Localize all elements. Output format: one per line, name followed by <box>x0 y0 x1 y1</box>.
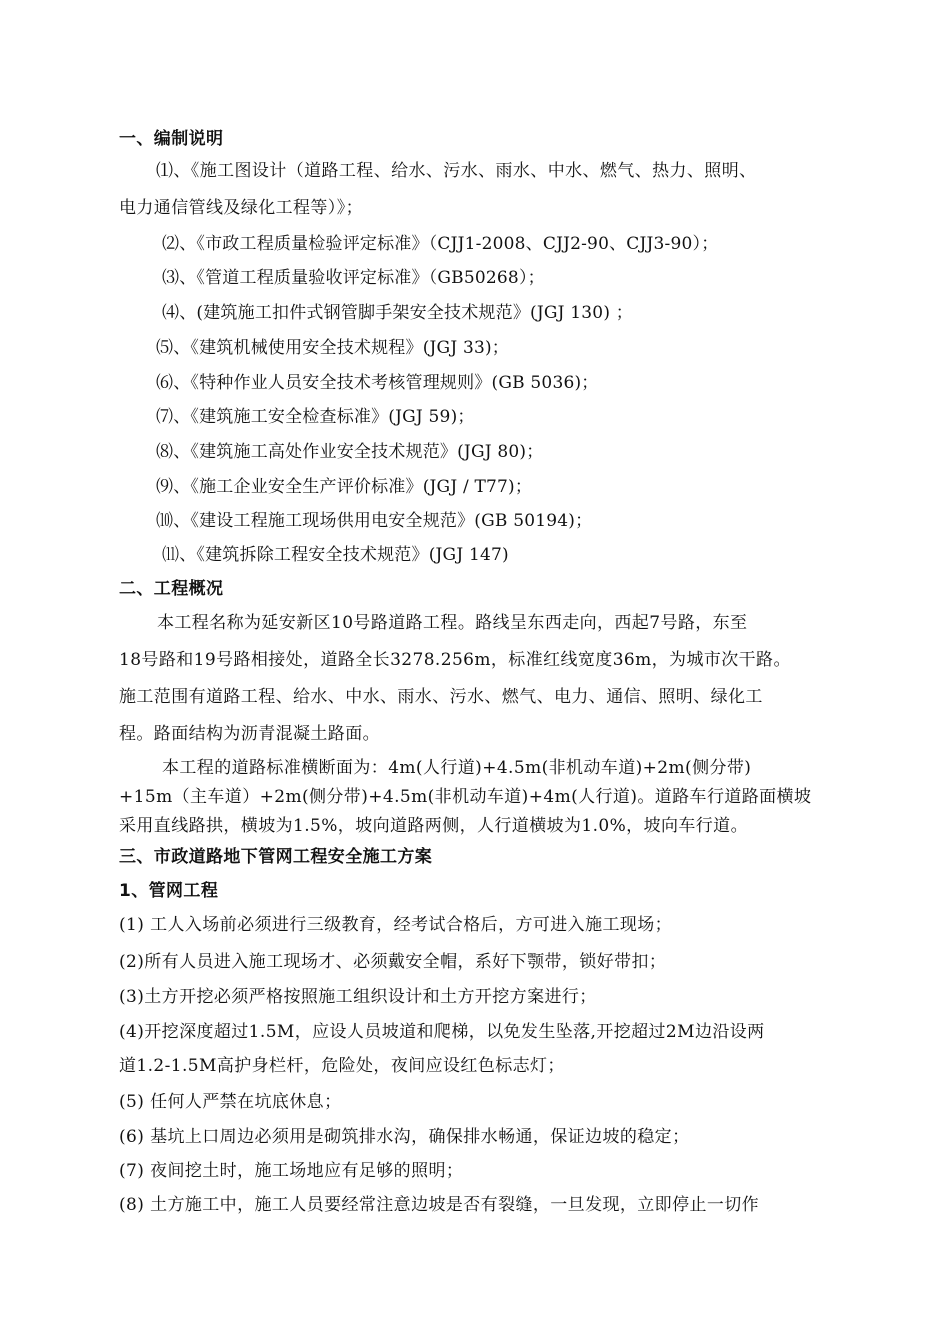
reference-item-3: ⑶、《管道工程质量验收评定标准》（GB50268）； <box>162 268 545 288</box>
reference-item-10: ⑽、《建设工程施工现场供用电安全规范》(GB 50194)； <box>156 511 593 531</box>
section-heading-1: 一、编制说明 <box>119 129 224 149</box>
safety-item-4-cont: 道1.2-1.5M高护身栏杆，危险处，夜间应设红色标志灯； <box>119 1056 565 1076</box>
safety-item-6: (6) 基坑上口周边必须用是砌筑排水沟，确保排水畅通，保证边坡的稳定； <box>119 1127 690 1147</box>
reference-item-2: ⑵、《市政工程质量检验评定标准》（CJJ1-2008、CJJ2-90、CJJ3-90）； <box>162 234 719 254</box>
reference-item-11: ⑾、《建筑拆除工程安全技术规范》(JGJ 147) <box>162 545 509 565</box>
reference-item-6: ⑹、《特种作业人员安全技术考核管理规则》(GB 5036)； <box>156 373 599 393</box>
safety-item-8: (8) 土方施工中，施工人员要经常注意边坡是否有裂缝，一旦发现，立即停止一切作 <box>119 1195 760 1215</box>
reference-item-5: ⑸、《建筑机械使用安全技术规程》(JGJ 33)； <box>156 338 510 358</box>
cross-section-line-2: +15m（主车道）+2m(侧分带)+4.5m(非机动车道)+4m(人行道)。道路车行道路面横坡 <box>119 787 812 807</box>
cross-section-line-3: 采用直线路拱，横坡为1.5%，坡向道路两侧，人行道横坡为1.0%，坡向车行道。 <box>119 816 748 836</box>
subsection-heading-pipe-network: 1、管网工程 <box>119 881 219 901</box>
safety-item-4: (4)开挖深度超过1.5M，应设人员坡道和爬梯，以免发生坠落,开挖超过2M边沿设两 <box>119 1022 765 1042</box>
reference-item-1-cont: 电力通信管线及绿化工程等）》； <box>119 198 363 218</box>
reference-item-4: ⑷、(建筑施工扣件式钢管脚手架安全技术规范》(JGJ 130) ； <box>162 303 633 323</box>
safety-item-3: (3)土方开挖必须严格按照施工组织设计和土方开挖方案进行； <box>119 987 597 1007</box>
safety-item-2: (2)所有人员进入施工现场才、必须戴安全帽，系好下颚带，锁好带扣； <box>119 952 667 972</box>
reference-item-9: ⑼、《施工企业安全生产评价标准》(JGJ / T77)； <box>156 477 533 497</box>
overview-paragraph-line-3: 施工范围有道路工程、给水、中水、雨水、污水、燃气、电力、通信、照明、绿化工 <box>119 687 763 707</box>
overview-paragraph-line-4: 程。路面结构为沥青混凝土路面。 <box>119 724 380 744</box>
section-heading-3: 三、市政道路地下管网工程安全施工方案 <box>119 847 433 867</box>
reference-item-1: ⑴、《施工图设计（道路工程、给水、污水、雨水、中水、燃气、热力、照明、 <box>156 161 757 181</box>
overview-paragraph-line-1: 本工程名称为延安新区10号路道路工程。路线呈东西走向，西起7号路，东至 <box>157 613 748 633</box>
section-heading-2: 二、工程概况 <box>119 579 224 599</box>
reference-item-7: ⑺、《建筑施工安全检查标准》(JGJ 59)； <box>156 407 475 427</box>
reference-item-8: ⑻、《建筑施工高处作业安全技术规范》(JGJ 80)； <box>156 442 544 462</box>
safety-item-1: (1) 工人入场前必须进行三级教育，经考试合格后，方可进入施工现场； <box>119 915 673 935</box>
safety-item-7: (7) 夜间挖土时，施工场地应有足够的照明； <box>119 1161 464 1181</box>
overview-paragraph-line-2: 18号路和19号路相接处，道路全长3278.256m，标准红线宽度36m，为城市次干路。 <box>119 650 791 670</box>
safety-item-5: (5) 任何人严禁在坑底休息； <box>119 1092 342 1112</box>
cross-section-line-1: 本工程的道路标准横断面为：4m(人行道)+4.5m(非机动车道)+2m(侧分带) <box>162 758 752 778</box>
